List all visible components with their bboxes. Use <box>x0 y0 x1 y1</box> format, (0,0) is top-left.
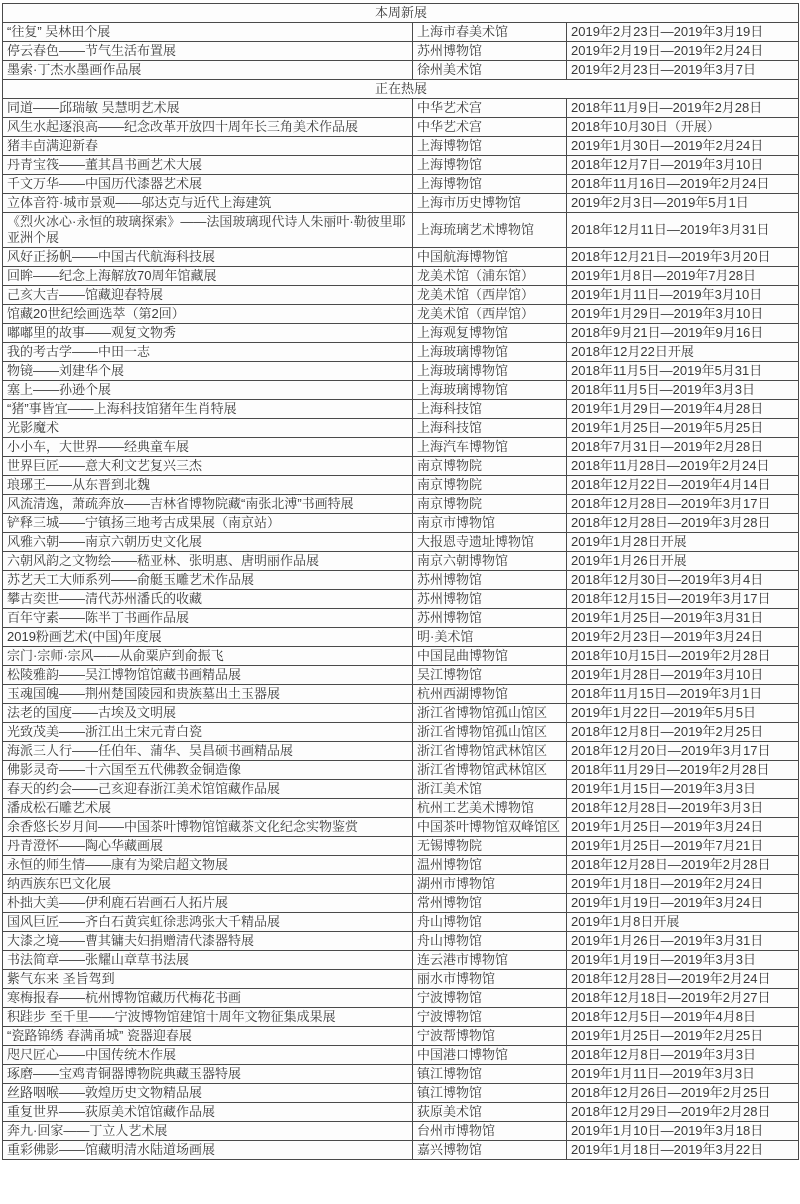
exhibition-name-cell: 琢磨——宝鸡青铜器博物院典藏玉器特展 <box>3 1065 413 1084</box>
exhibition-row <box>3 875 799 894</box>
exhibition-name-cell: 塞上——孙逊个展 <box>3 381 413 400</box>
exhibition-row <box>3 742 799 761</box>
date-range-cell: 2019年1月19日—2019年3月3日 <box>567 951 799 970</box>
venue-cell: 中国航海博物馆 <box>413 248 567 267</box>
date-range-cell: 2018年11月5日—2019年3月3日 <box>567 381 799 400</box>
exhibition-row <box>3 248 799 267</box>
exhibition-name-cell: 余香悠长岁月间——中国茶叶博物馆馆藏茶文化纪念实物鉴赏 <box>3 818 413 837</box>
exhibition-name-cell: 风雅六朝——南京六朝历史文化展 <box>3 533 413 552</box>
venue-cell: 苏州博物馆 <box>413 571 567 590</box>
exhibition-name-cell: 奔九·回家——丁立人艺术展 <box>3 1122 413 1141</box>
date-range-cell: 2019年1月11日—2019年3月3日 <box>567 1065 799 1084</box>
date-range-cell: 2018年12月26日—2019年2月25日 <box>567 1084 799 1103</box>
venue-cell: 上海汽车博物馆 <box>413 438 567 457</box>
exhibition-row <box>3 837 799 856</box>
venue-cell: 浙江省博物馆孤山馆区 <box>413 723 567 742</box>
venue-cell: 杭州工艺美术博物馆 <box>413 799 567 818</box>
exhibition-name-cell: 国风巨匠——齐白石黄宾虹徐悲鸿张大千精品展 <box>3 913 413 932</box>
date-range-cell: 2019年1月8日开展 <box>567 913 799 932</box>
venue-cell: 丽水市博物馆 <box>413 970 567 989</box>
exhibition-row <box>3 989 799 1008</box>
exhibition-name-cell: 琅琊王——从东晋到北魏 <box>3 476 413 495</box>
exhibition-name-cell: 同道——邱瑞敏 吴慧明艺术展 <box>3 99 413 118</box>
exhibition-row <box>3 552 799 571</box>
date-range-cell: 2019年1月18日—2019年2月24日 <box>567 875 799 894</box>
exhibition-name-cell: 光致茂美——浙江出土宋元青白瓷 <box>3 723 413 742</box>
date-range-cell: 2018年12月5日—2019年4月8日 <box>567 1008 799 1027</box>
exhibition-name-cell: 猪丰卣满迎新春 <box>3 137 413 156</box>
exhibition-name-cell: 馆藏20世纪绘画选萃（第2回） <box>3 305 413 324</box>
venue-cell: 浙江省博物馆孤山馆区 <box>413 704 567 723</box>
venue-cell: 明·美术馆 <box>413 628 567 647</box>
exhibition-name-cell: 己亥大吉——馆藏迎春特展 <box>3 286 413 305</box>
exhibition-name-cell: 纳西族东巴文化展 <box>3 875 413 894</box>
venue-cell: 大报恩寺遗址博物馆 <box>413 533 567 552</box>
exhibition-row <box>3 609 799 628</box>
exhibition-name-cell: 潘成松石雕艺术展 <box>3 799 413 818</box>
venue-cell: 舟山博物馆 <box>413 913 567 932</box>
venue-cell: 上海博物馆 <box>413 137 567 156</box>
exhibition-name-cell: 2019粉画艺术(中国)年度展 <box>3 628 413 647</box>
date-range-cell: 2019年1月25日—2019年7月21日 <box>567 837 799 856</box>
venue-cell: 南京市博物馆 <box>413 514 567 533</box>
date-range-cell: 2019年1月29日—2019年3月10日 <box>567 305 799 324</box>
exhibition-row <box>3 1103 799 1122</box>
exhibition-name-cell: 嘟嘟里的故事——观复文物秀 <box>3 324 413 343</box>
date-range-cell: 2018年12月21日—2019年3月20日 <box>567 248 799 267</box>
exhibition-row <box>3 1046 799 1065</box>
exhibition-name-cell: 墨索·丁杰水墨画作品展 <box>3 61 413 80</box>
exhibition-row <box>3 194 799 213</box>
exhibition-row <box>3 1027 799 1046</box>
exhibition-row <box>3 343 799 362</box>
date-range-cell: 2018年12月11日—2019年3月31日 <box>567 213 799 248</box>
exhibition-row <box>3 761 799 780</box>
venue-cell: 上海科技馆 <box>413 400 567 419</box>
venue-cell: 中国昆曲博物馆 <box>413 647 567 666</box>
exhibition-name-cell: 千文万华——中国历代漆器艺术展 <box>3 175 413 194</box>
exhibition-name-cell: 小小车，大世界——经典童车展 <box>3 438 413 457</box>
exhibition-name-cell: 咫尺匠心——中国传统木作展 <box>3 1046 413 1065</box>
exhibition-name-cell: “猪”事皆宜——上海科技馆猪年生肖特展 <box>3 400 413 419</box>
exhibition-name-cell: 苏艺天工大师系列——俞艇玉雕艺术作品展 <box>3 571 413 590</box>
exhibition-name-cell: 回眸——纪念上海解放70周年馆藏展 <box>3 267 413 286</box>
exhibition-row <box>3 324 799 343</box>
exhibition-name-cell: 《烈火冰心·永恒的玻璃探索》——法国玻璃现代诗人朱丽叶·勒彼里耶亚洲个展 <box>3 213 413 248</box>
exhibition-row <box>3 419 799 438</box>
exhibition-row <box>3 590 799 609</box>
exhibition-row <box>3 704 799 723</box>
exhibition-row <box>3 647 799 666</box>
date-range-cell: 2018年12月8日—2019年3月3日 <box>567 1046 799 1065</box>
section-header-row <box>3 80 799 99</box>
date-range-cell: 2018年11月9日—2019年2月28日 <box>567 99 799 118</box>
venue-cell: 上海玻璃博物馆 <box>413 381 567 400</box>
venue-cell: 南京博物院 <box>413 476 567 495</box>
exhibition-name-cell: 玉魂国魄——荆州楚国陵园和贵族墓出土玉器展 <box>3 685 413 704</box>
date-range-cell: 2018年12月18日—2019年2月27日 <box>567 989 799 1008</box>
venue-cell: 宁波博物馆 <box>413 989 567 1008</box>
section-header-row <box>3 4 799 23</box>
exhibition-row <box>3 533 799 552</box>
exhibition-name-cell: 光影魔术 <box>3 419 413 438</box>
date-range-cell: 2019年1月29日—2019年4月28日 <box>567 400 799 419</box>
exhibition-row <box>3 175 799 194</box>
venue-cell: 浙江省博物馆武林馆区 <box>413 742 567 761</box>
date-range-cell: 2018年12月28日—2019年3月17日 <box>567 495 799 514</box>
venue-cell: 龙美术馆（西岸馆） <box>413 286 567 305</box>
exhibition-name-cell: 书法简章——张耀山章草书法展 <box>3 951 413 970</box>
venue-cell: 嘉兴博物馆 <box>413 1141 567 1160</box>
exhibition-name-cell: 风好正扬帆——中国古代航海科技展 <box>3 248 413 267</box>
exhibition-name-cell: 积跬步 至千里——宁波博物馆建馆十周年文物征集成果展 <box>3 1008 413 1027</box>
date-range-cell: 2019年1月26日—2019年3月31日 <box>567 932 799 951</box>
date-range-cell: 2018年12月22日—2019年4月14日 <box>567 476 799 495</box>
exhibition-row <box>3 1008 799 1027</box>
exhibition-row <box>3 267 799 286</box>
exhibition-row <box>3 913 799 932</box>
date-range-cell: 2018年12月20日—2019年3月17日 <box>567 742 799 761</box>
venue-cell: 上海博物馆 <box>413 175 567 194</box>
exhibition-name-cell: 物镜——刘建华个展 <box>3 362 413 381</box>
venue-cell: 苏州博物馆 <box>413 609 567 628</box>
date-range-cell: 2019年1月10日—2019年3月18日 <box>567 1122 799 1141</box>
date-range-cell: 2019年1月28日—2019年3月10日 <box>567 666 799 685</box>
venue-cell: 连云港市博物馆 <box>413 951 567 970</box>
exhibition-row <box>3 1122 799 1141</box>
exhibition-row <box>3 476 799 495</box>
exhibition-row <box>3 666 799 685</box>
venue-cell: 镇江博物馆 <box>413 1065 567 1084</box>
exhibition-row <box>3 1065 799 1084</box>
venue-cell: 湖州市博物馆 <box>413 875 567 894</box>
date-range-cell: 2018年10月15日—2019年2月28日 <box>567 647 799 666</box>
venue-cell: 吴江博物馆 <box>413 666 567 685</box>
exhibition-name-cell: 铲释三城——宁镇扬三地考古成果展（南京站） <box>3 514 413 533</box>
exhibition-row <box>3 685 799 704</box>
exhibition-row <box>3 1141 799 1160</box>
date-range-cell: 2018年11月29日—2019年2月28日 <box>567 761 799 780</box>
venue-cell: 温州博物馆 <box>413 856 567 875</box>
exhibition-name-cell: 六朝风韵之文物绘——嵇亚林、张明惠、唐明丽作品展 <box>3 552 413 571</box>
venue-cell: 上海科技馆 <box>413 419 567 438</box>
section-title: 本周新展 <box>3 4 799 23</box>
section-title: 正在热展 <box>3 80 799 99</box>
exhibition-row <box>3 495 799 514</box>
date-range-cell: 2019年2月23日—2019年3月19日 <box>567 23 799 42</box>
exhibition-name-cell: 我的考古学——中田一志 <box>3 343 413 362</box>
venue-cell: 龙美术馆（浦东馆） <box>413 267 567 286</box>
exhibition-name-cell: “瓷路锦绣 春满甬城” 瓷器迎春展 <box>3 1027 413 1046</box>
exhibition-name-cell: 朴拙大美——伊利鹿石岩画石人拓片展 <box>3 894 413 913</box>
date-range-cell: 2018年9月21日—2019年9月16日 <box>567 324 799 343</box>
venue-cell: 上海市历史博物馆 <box>413 194 567 213</box>
venue-cell: 苏州博物馆 <box>413 42 567 61</box>
venue-cell: 上海市春美术馆 <box>413 23 567 42</box>
date-range-cell: 2019年1月25日—2019年3月24日 <box>567 818 799 837</box>
venue-cell: 常州博物馆 <box>413 894 567 913</box>
venue-cell: 上海博物馆 <box>413 156 567 175</box>
date-range-cell: 2019年1月18日—2019年3月22日 <box>567 1141 799 1160</box>
venue-cell: 徐州美术馆 <box>413 61 567 80</box>
date-range-cell: 2018年7月31日—2019年2月28日 <box>567 438 799 457</box>
date-range-cell: 2019年1月22日—2019年5月5日 <box>567 704 799 723</box>
exhibition-name-cell: 停云春色——节气生活布置展 <box>3 42 413 61</box>
date-range-cell: 2019年2月3日—2019年5月1日 <box>567 194 799 213</box>
venue-cell: 中国港口博物馆 <box>413 1046 567 1065</box>
date-range-cell: 2019年1月25日—2019年2月25日 <box>567 1027 799 1046</box>
venue-cell: 上海琉璃艺术博物馆 <box>413 213 567 248</box>
exhibition-row <box>3 1084 799 1103</box>
exhibition-name-cell: 永恒的师生情——康有为梁启超文物展 <box>3 856 413 875</box>
venue-cell: 龙美术馆（西岸馆） <box>413 305 567 324</box>
date-range-cell: 2019年1月28日开展 <box>567 533 799 552</box>
exhibition-name-cell: 重彩佛影——馆藏明清水陆道场画展 <box>3 1141 413 1160</box>
date-range-cell: 2018年11月16日—2019年2月24日 <box>567 175 799 194</box>
exhibition-row <box>3 438 799 457</box>
exhibition-row <box>3 894 799 913</box>
exhibition-row <box>3 514 799 533</box>
venue-cell: 台州市博物馆 <box>413 1122 567 1141</box>
date-range-cell: 2018年12月15日—2019年3月17日 <box>567 590 799 609</box>
date-range-cell: 2019年2月19日—2019年2月24日 <box>567 42 799 61</box>
exhibition-row <box>3 818 799 837</box>
venue-cell: 中国茶叶博物馆双峰馆区 <box>413 818 567 837</box>
date-range-cell: 2018年11月28日—2019年2月24日 <box>567 457 799 476</box>
exhibition-row <box>3 932 799 951</box>
venue-cell: 宁波帮博物馆 <box>413 1027 567 1046</box>
venue-cell: 杭州西湖博物馆 <box>413 685 567 704</box>
exhibition-row <box>3 286 799 305</box>
venue-cell: 南京博物院 <box>413 495 567 514</box>
date-range-cell: 2019年1月26日开展 <box>567 552 799 571</box>
venue-cell: 浙江美术馆 <box>413 780 567 799</box>
venue-cell: 南京博物院 <box>413 457 567 476</box>
venue-cell: 镇江博物馆 <box>413 1084 567 1103</box>
date-range-cell: 2018年12月28日—2019年3月28日 <box>567 514 799 533</box>
date-range-cell: 2018年12月8日—2019年2月25日 <box>567 723 799 742</box>
exhibition-row <box>3 305 799 324</box>
exhibition-row <box>3 628 799 647</box>
venue-cell: 上海观复博物馆 <box>413 324 567 343</box>
venue-cell: 荻原美术馆 <box>413 1103 567 1122</box>
exhibition-name-cell: 丝路咽喉——敦煌历史文物精品展 <box>3 1084 413 1103</box>
date-range-cell: 2018年12月28日—2019年3月3日 <box>567 799 799 818</box>
exhibition-table-body <box>3 4 799 1160</box>
date-range-cell: 2019年1月30日—2019年2月24日 <box>567 137 799 156</box>
exhibition-name-cell: 世界巨匠——意大利文艺复兴三杰 <box>3 457 413 476</box>
venue-cell: 南京六朝博物馆 <box>413 552 567 571</box>
exhibition-name-cell: 寒梅报春——杭州博物馆藏历代梅花书画 <box>3 989 413 1008</box>
exhibition-row <box>3 42 799 61</box>
date-range-cell: 2019年1月19日—2019年3月24日 <box>567 894 799 913</box>
date-range-cell: 2019年2月23日—2019年3月24日 <box>567 628 799 647</box>
exhibition-row <box>3 856 799 875</box>
exhibition-row <box>3 723 799 742</box>
date-range-cell: 2018年11月15日—2019年3月1日 <box>567 685 799 704</box>
exhibition-name-cell: 重复世界——荻原美术馆馆藏作品展 <box>3 1103 413 1122</box>
date-range-cell: 2019年2月23日—2019年3月7日 <box>567 61 799 80</box>
date-range-cell: 2019年1月8日—2019年7月28日 <box>567 267 799 286</box>
exhibition-name-cell: 丹青澄怀——陶心华藏画展 <box>3 837 413 856</box>
date-range-cell: 2019年1月15日—2019年3月3日 <box>567 780 799 799</box>
exhibition-row <box>3 118 799 137</box>
date-range-cell: 2018年12月30日—2019年3月4日 <box>567 571 799 590</box>
exhibition-name-cell: 丹青宝筏——董其昌书画艺术大展 <box>3 156 413 175</box>
venue-cell: 苏州博物馆 <box>413 590 567 609</box>
exhibition-name-cell: 宗门·宗师·宗风——从俞粟庐到俞振飞 <box>3 647 413 666</box>
date-range-cell: 2018年12月28日—2019年2月24日 <box>567 970 799 989</box>
venue-cell: 上海玻璃博物馆 <box>413 343 567 362</box>
exhibition-row <box>3 213 799 248</box>
venue-cell: 中华艺术宫 <box>413 99 567 118</box>
exhibition-name-cell: 佛影灵奇——十六国至五代佛教金铜造像 <box>3 761 413 780</box>
exhibition-row <box>3 23 799 42</box>
date-range-cell: 2018年12月22日开展 <box>567 343 799 362</box>
exhibition-row <box>3 156 799 175</box>
venue-cell: 浙江省博物馆武林馆区 <box>413 761 567 780</box>
exhibition-row <box>3 362 799 381</box>
exhibition-row <box>3 381 799 400</box>
exhibition-name-cell: 法老的国度——古埃及文明展 <box>3 704 413 723</box>
exhibition-row <box>3 799 799 818</box>
exhibition-row <box>3 951 799 970</box>
date-range-cell: 2018年12月7日—2019年3月10日 <box>567 156 799 175</box>
exhibition-row <box>3 99 799 118</box>
exhibition-name-cell: 百年守素——陈半丁书画作品展 <box>3 609 413 628</box>
exhibition-row <box>3 970 799 989</box>
exhibition-row <box>3 780 799 799</box>
date-range-cell: 2019年1月25日—2019年5月25日 <box>567 419 799 438</box>
exhibition-name-cell: 春天的约会——己亥迎春浙江美术馆馆藏作品展 <box>3 780 413 799</box>
venue-cell: 无锡博物院 <box>413 837 567 856</box>
exhibition-row <box>3 61 799 80</box>
exhibition-row <box>3 571 799 590</box>
exhibition-table <box>2 3 799 1160</box>
venue-cell: 中华艺术宫 <box>413 118 567 137</box>
venue-cell: 宁波博物馆 <box>413 1008 567 1027</box>
date-range-cell: 2018年12月28日—2019年2月28日 <box>567 856 799 875</box>
date-range-cell: 2018年12月29日—2019年2月28日 <box>567 1103 799 1122</box>
exhibition-name-cell: 立体音符·城市景观——邬达克与近代上海建筑 <box>3 194 413 213</box>
venue-cell: 上海玻璃博物馆 <box>413 362 567 381</box>
date-range-cell: 2018年11月5日—2019年5月31日 <box>567 362 799 381</box>
exhibition-row <box>3 137 799 156</box>
exhibition-name-cell: 攀古奕世——清代苏州潘氏的收藏 <box>3 590 413 609</box>
date-range-cell: 2018年10月30日（开展） <box>567 118 799 137</box>
exhibition-name-cell: 风生水起逐浪高——纪念改革开放四十周年长三角美术作品展 <box>3 118 413 137</box>
exhibition-name-cell: 紫气东来 圣旨驾到 <box>3 970 413 989</box>
exhibition-row <box>3 400 799 419</box>
exhibition-name-cell: 风流清逸，萧疏奔放——吉林省博物院藏“南张北溥”书画特展 <box>3 495 413 514</box>
date-range-cell: 2019年1月11日—2019年3月10日 <box>567 286 799 305</box>
exhibition-name-cell: 松陵雅韵——吴江博物馆馆藏书画精品展 <box>3 666 413 685</box>
exhibition-row <box>3 457 799 476</box>
date-range-cell: 2019年1月25日—2019年3月31日 <box>567 609 799 628</box>
exhibition-name-cell: 海派三人行——任伯年、蒲华、吴昌硕书画精品展 <box>3 742 413 761</box>
exhibition-name-cell: 大漆之境——曹其镛夫妇捐赠清代漆器特展 <box>3 932 413 951</box>
exhibition-name-cell: “往复” 吴林田个展 <box>3 23 413 42</box>
venue-cell: 舟山博物馆 <box>413 932 567 951</box>
